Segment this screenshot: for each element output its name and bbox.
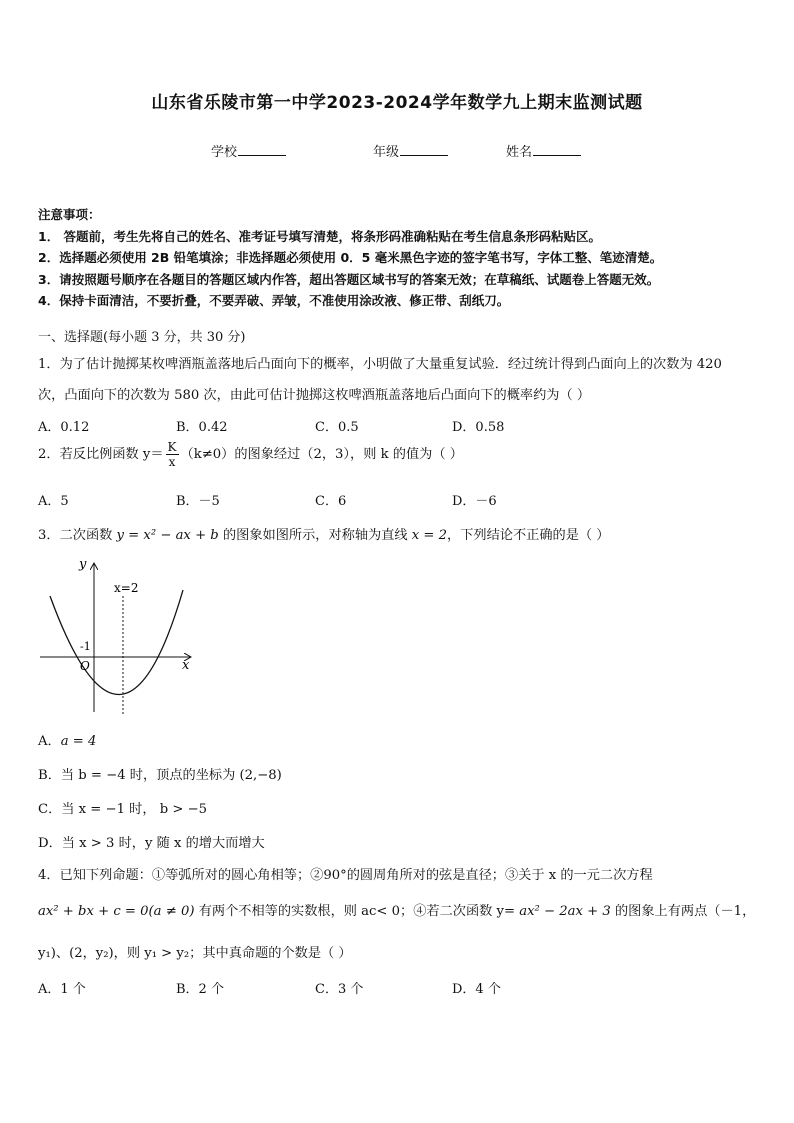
q3-option-c[interactable]: C．当 x = −1 时， b > −5 xyxy=(38,802,208,817)
q3-stem: 3．二次函数 y = x² − ax + b 的图象如图所示，对称轴为直线 x = 2，下列结论不正确的是（ ） xyxy=(38,528,610,543)
notice-block xyxy=(38,204,768,312)
q1-line1: 1．为了估计抛掷某枚啤酒瓶盖落地后凸面向下的概率，小明做了大量重复试验．经过统计得到凸面向上的次数为 420 xyxy=(38,357,722,372)
q3-option-d[interactable]: D．当 x > 3 时，y 随 x 的增大而增大 xyxy=(38,836,265,851)
q2-option-a[interactable]: A．5 xyxy=(38,494,69,509)
notice-item: 3．请按照题号顺序在各题目的答题区域内作答，超出答题区域书写的答案无效；在草稿纸、试题卷上答题无效。 xyxy=(38,271,660,287)
q1-option-d[interactable]: D．0.58 xyxy=(452,420,505,435)
notice-item: 2．选择题必须使用 2B 铅笔填涂；非选择题必须使用 0．5 毫米黑色字迹的签字笔书写，字体工整、笔迹清楚。 xyxy=(38,250,663,265)
q2-option-d[interactable]: D．－6 xyxy=(452,494,497,509)
notice-item: 4．保持卡面清洁，不要折叠，不要弄破、弄皱，不准使用涂改液、修正带、刮纸刀。 xyxy=(38,293,510,308)
x-axis-label: x xyxy=(182,658,190,673)
q1-option-c[interactable]: C．0.5 xyxy=(315,420,359,435)
q2-stem: 2．若反比例函数 y＝ $\frac{K}{x}$ （k≠0）的图象经过（2，3），则 k 的值为（ ） xyxy=(38,440,463,469)
q4-line1: 4．已知下列命题：①等弧所对的圆心角相等；②90°的圆周角所对的弦是直径；③关于 x 的一元二次方程 xyxy=(38,868,653,883)
q4-option-d[interactable]: D．4 个 xyxy=(452,982,501,997)
name-field[interactable]: 姓名 xyxy=(506,141,581,160)
notice-item: 1． 答题前，考生先将自己的姓名、准考证号填写清楚，将条形码准确粘贴在考生信息条形码粘贴区。 xyxy=(38,228,602,244)
parabola-graph xyxy=(38,556,198,716)
page-title: 山东省乐陵市第一中学2023-2024学年数学九上期末监测试题 xyxy=(151,93,643,113)
q4-option-b[interactable]: B．2 个 xyxy=(176,982,224,997)
q1-option-b[interactable]: B．0.42 xyxy=(176,420,228,435)
notice-heading: 注意事项： xyxy=(38,207,101,222)
q2-option-b[interactable]: B．－5 xyxy=(176,494,220,509)
q3-option-a[interactable]: A．a = 4 xyxy=(38,734,97,749)
q2-fraction: $\frac{K}{x}$ xyxy=(167,440,177,469)
q4-line2: ax² + bx + c = 0(a ≠ 0) 有两个不相等的实数根，则 ac< 0；④若二次函数 y= ax² − 2ax + 3 的图象上有两点（－1， xyxy=(38,904,756,919)
q4-option-a[interactable]: A．1 个 xyxy=(38,982,86,997)
y-axis-label: y xyxy=(79,557,87,572)
q1-line2: 次，凸面向下的次数为 580 次，由此可估计抛掷这枚啤酒瓶盖落地后凸面向下的概率约为（ ） xyxy=(38,388,591,403)
origin-label: O xyxy=(80,659,90,673)
grade-field[interactable]: 年级 xyxy=(373,141,448,160)
minus-one-label: -1 xyxy=(80,640,91,653)
q2-option-c[interactable]: C．6 xyxy=(315,494,347,509)
q3-option-b[interactable]: B．当 b = −4 时，顶点的坐标为 (2,−8) xyxy=(38,768,282,783)
q1-option-a[interactable]: A．0.12 xyxy=(38,420,90,435)
symmetry-axis-label: x=2 xyxy=(114,581,139,595)
section-heading: 一、选择题(每小题 3 分，共 30 分) xyxy=(38,330,246,345)
school-field[interactable]: 学校 xyxy=(211,141,286,160)
parabola-curve xyxy=(50,590,183,695)
q4-line3: y₁)、(2，y₂)，则 y₁ > y₂；其中真命题的个数是（ ） xyxy=(38,946,352,961)
q4-option-c[interactable]: C．3 个 xyxy=(315,982,364,997)
